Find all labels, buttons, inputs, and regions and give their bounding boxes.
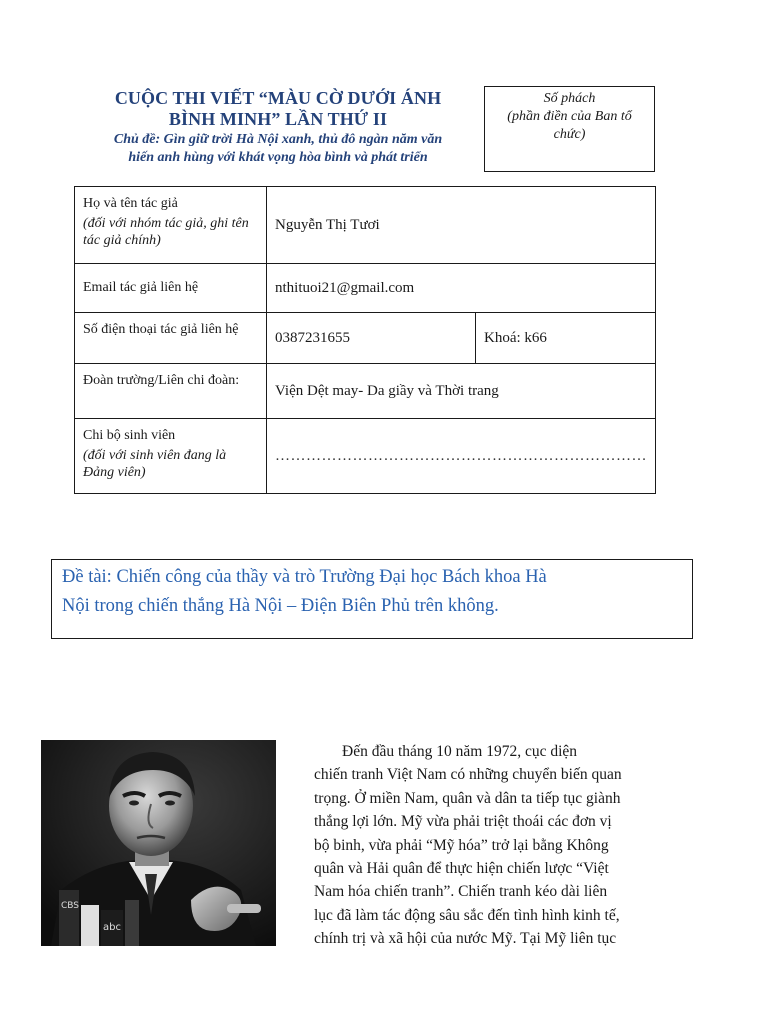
contest-title-line1: CUỘC THI VIẾT “MÀU CỜ DƯỚI ÁNH [114,88,442,108]
party-note: (đối với sinh viên đang là Đảng viên) [83,448,227,480]
speaker-photo-illustration [41,740,276,946]
course-value: Khoá: k66 [476,313,656,364]
speaker-photo [41,740,276,946]
phone-label: Số điện thoại tác giả liên hệ [83,322,239,337]
body-line: quân và Hải quân để thực hiện chiến lược “Việt [314,860,609,878]
table-row-phone [75,313,656,364]
sophach-label: Số phách [543,91,596,106]
table-row-party [75,419,656,494]
topic-line2: Nội trong chiến thắng Hà Nội – Điện Biên Phủ trên không. [62,596,499,616]
body-line: chính trị và xã hội của nước Mỹ. Tại Mỹ liên tục [314,930,617,948]
author-note: (đối với nhóm tác giả, ghi tên tác giả chính) [83,216,249,248]
table-row-union [75,364,656,419]
mic-label-cbs: CBS [61,901,80,911]
union-value: Viện Dệt may- Da giầy và Thời trang [267,364,656,419]
union-label: Đoàn trường/Liên chi đoàn: [83,373,240,388]
sophach-box [484,86,655,172]
topic-box [51,559,693,639]
contest-theme-line1: Chủ đề: Gìn giữ trời Hà Nội xanh, thủ đô ngàn năm văn [113,132,443,147]
body-line: Đến đầu tháng 10 năm 1972, cục diện [342,743,578,760]
sophach-note-line2: chức) [553,127,586,142]
contest-title-block [78,88,478,166]
email-value: nthituoi21@gmail.com [267,264,656,313]
table-row-email [75,264,656,313]
topic-line1: Đề tài: Chiến công của thầy và trò Trường Đại học Bách khoa Hà [62,567,547,587]
author-label: Họ và tên tác giả [83,196,178,211]
body-line: thắng lợi lớn. Mỹ vừa phải triệt thoái các đơn vị [314,813,612,831]
table-row-author [75,187,656,264]
mic-label-abc: abc [103,922,121,933]
body-paragraph [314,740,632,951]
party-value: ……………………………………………………………… [267,419,656,494]
contest-theme-line2: hiến anh hùng với khát vọng hòa bình và phát triển [128,150,428,165]
author-info-table [74,186,656,494]
author-label-cell [75,187,267,264]
contest-title-line2: BÌNH MINH” LẦN THỨ II [168,109,388,129]
body-line: trọng. Ở miền Nam, quân và dân ta tiếp tục giành [314,789,621,807]
party-label: Chi bộ sinh viên [83,428,176,443]
body-line: chiến tranh Việt Nam có những chuyển biến quan [314,766,622,784]
party-label-cell [75,419,267,494]
body-line: bộ binh, vừa phải “Mỹ hóa” trở lại bằng Không [314,836,609,854]
body-line: Nam hóa chiến tranh”. Chiến tranh kéo dài liên [314,883,608,901]
sophach-note-line1: (phần điền của Ban tổ [507,109,632,124]
email-label: Email tác giả liên hệ [75,264,267,313]
body-line: lục đã làm tác động sâu sắc đến tình hình kinh tế, [314,906,620,924]
phone-label-cell [75,313,267,364]
phone-value: 0387231655 [267,313,476,364]
union-label-cell [75,364,267,419]
author-value: Nguyễn Thị Tươi [267,187,656,264]
